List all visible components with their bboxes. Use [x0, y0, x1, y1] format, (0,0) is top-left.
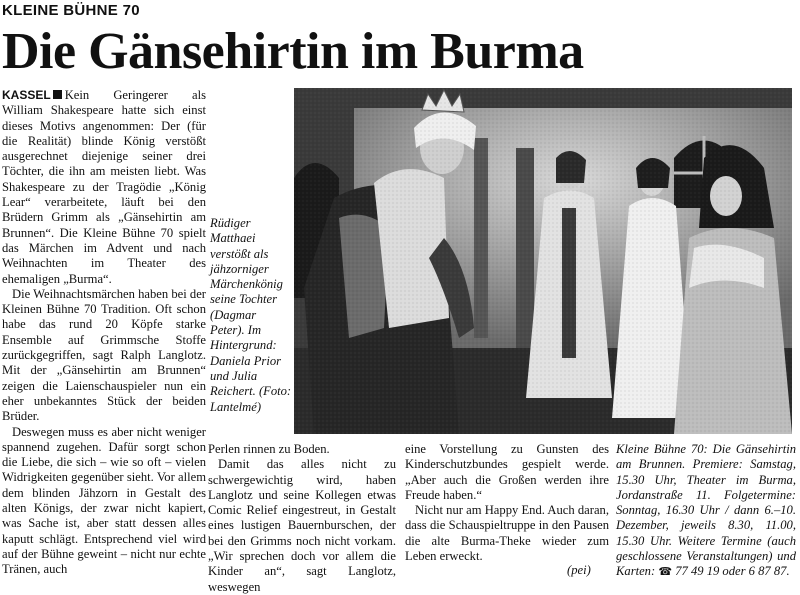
photo-caption: Rüdiger Matthaei verstößt als jähzorniger Märchenkönig seine Tochter (Dagmar Peter). Im Hintergrund: Daniela Prior und Julia Reichert. (Foto: Lantelmé) — [210, 216, 292, 414]
article-headline: Die Gänsehirtin im Burma — [2, 23, 584, 80]
article-column-3 — [405, 442, 609, 564]
event-info-box — [616, 442, 796, 580]
paragraph: Die Weihnachtsmärchen haben bei der Kleinen Bühne 70 Tradition. Oft schon habe das rund 20 Köpfe starke Ensemble auf Grimmsche Stoffe zurückgegriffen, sagt Ralph Langlotz. Mit der „Gänsehirtin am Brunnen“ zeigen die Laienschauspieler nun ein eher unbekanntes Stück der beiden Brüder. — [2, 286, 206, 424]
stage-photo — [294, 88, 792, 434]
paragraph: Nicht nur am Happy End. Auch daran, dass die Schauspieltruppe in den Pausen die alte Burma-Theke wieder zum Leben erweckt. — [405, 503, 609, 564]
author-signature: (pei) — [567, 563, 591, 577]
article-column-1 — [2, 88, 206, 580]
event-info-text: Kleine Bühne 70: Die Gänsehirtin am Brunnen. Premiere: Samstag, 15.30 Uhr, Theater im Burma, Jordanstraße 11. Folgetermine: Sonntag, 16.30 Uhr / dann 6.–10. Dezember, jeweils 8.30, 11.00, 15.30 Uhr. Weitere Termine (auch geschlossene Veranstaltungen) und Karten: — [616, 442, 796, 579]
section-kicker: KLEINE BÜHNE 70 — [2, 2, 140, 19]
paragraph: Perlen rinnen zu Boden. — [208, 442, 330, 456]
lead-paragraph — [2, 88, 206, 287]
phone-numbers: 77 49 19 oder 6 87 87. — [675, 564, 790, 579]
paragraph: eine Vorstellung zu Gunsten des Kinderschutzbundes gespielt werde. „Aber auch die Großen werden ihre Freude haben.“ — [405, 442, 609, 502]
paragraph: Deswegen muss es aber nicht weniger spannend zugehen. Dafür sorgt schon die Liebe, die sich – wie so oft – vielen Widrigkeiten gegenüber sieht. Vor allem dem blinden Jähzorn in Gestalt des alten Königs, der zwar nicht kapiert, was Sache ist, aber statt dessen alles kaputt schlägt. Entsprechend viel wird auf der Bühne geweint – nicht nur echte Tränen, auch — [2, 424, 206, 577]
stage-photo-illustration — [294, 88, 792, 434]
article-column-2 — [208, 442, 396, 595]
dateline-city: KASSEL — [2, 88, 51, 102]
paragraph: Damit das alles nicht zu schwergewichtig wird, haben Langlotz und seine Kollegen etwas Comic Relief eingestreut, in Gestalt eines lustigen Bauernburschen, der bei den Grimms noch nicht vorkam. „Wir sprechen doch vor allem die Kinder an“, sagt Langlotz, weswegen — [208, 457, 396, 594]
telephone-icon: ☎ — [658, 565, 673, 579]
dateline-square-icon — [53, 90, 62, 99]
lead-text: Kein Geringerer als William Shakespeare hatte sich einst dieses Motivs angenommen: Der (für die Realität) blinde König verstößt ausgerechnet diejenige seiner drei Töchter, die ihn am meisten liebt. Was Shakespeare zu der Tragödie „König Lear“ verarbeitete, läuft bei den Brüdern Grimm als „Gänsehirtin am Brunnen“. Die Kleine Bühne 70 spielt das Märchen im Advent und nach Weihnachten im Theater des ehemaligen „Burma“. — [2, 88, 206, 286]
